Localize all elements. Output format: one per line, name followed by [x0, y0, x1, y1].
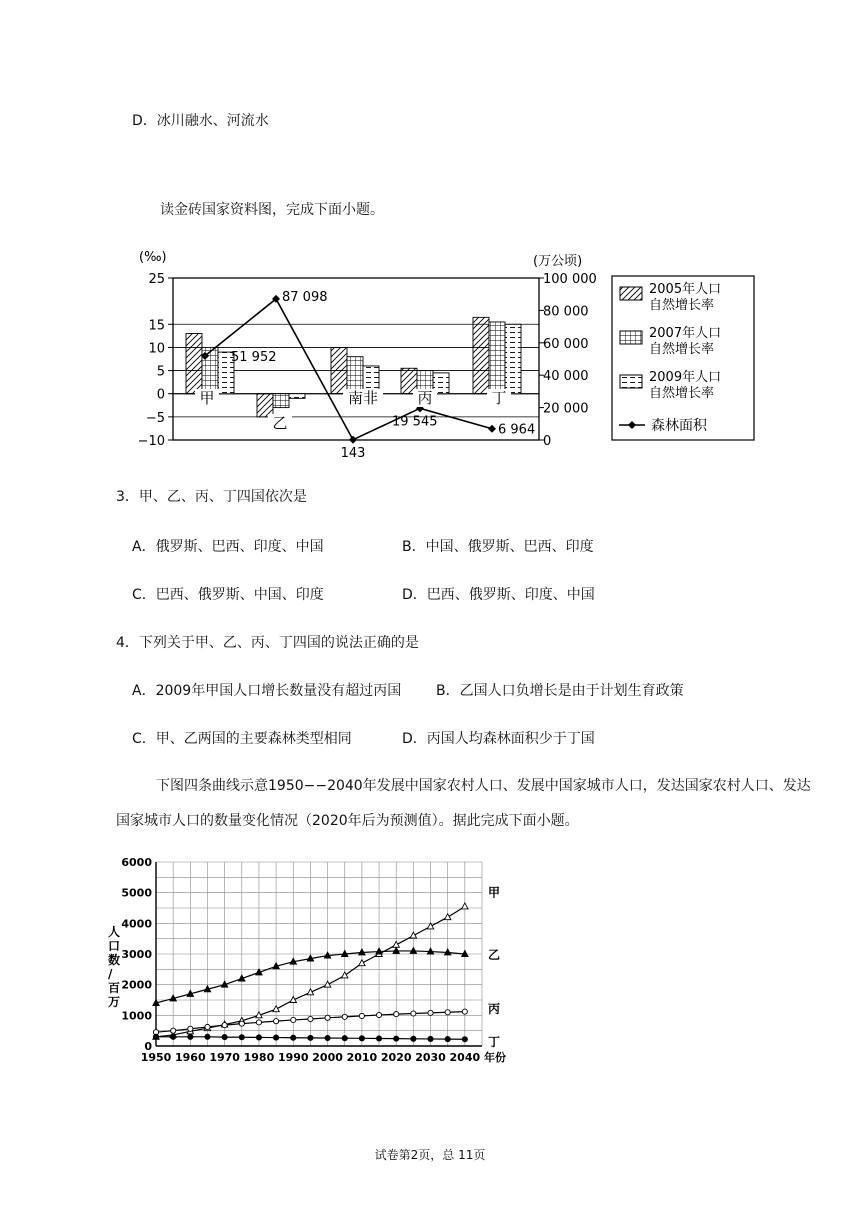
series-point-3	[222, 1023, 227, 1028]
right-tick-label: 60 000	[543, 336, 589, 352]
series-point-4	[394, 1036, 399, 1041]
q3-option-d[interactable]: D．巴西、俄罗斯、印度、中国	[402, 587, 595, 603]
y-tick-label: 5000	[121, 886, 152, 900]
series-point-1	[462, 903, 468, 909]
y-tick-label: 0	[144, 1040, 152, 1053]
bar-1-2	[257, 394, 273, 417]
left-tick-label: 5	[156, 364, 165, 380]
bar-2-2	[273, 394, 289, 408]
category-label: 丙	[417, 389, 433, 407]
q4-option-d[interactable]: D．丙国人均森林面积少于丁国	[402, 731, 595, 747]
legend-swatch-3	[620, 375, 642, 388]
x-tick-label: 2040	[449, 1051, 481, 1064]
series-point-3	[171, 1028, 176, 1033]
series-point-1	[393, 941, 399, 947]
series-point-3	[239, 1021, 244, 1026]
series-label-3: 丙	[488, 1002, 501, 1017]
y-tick-label: 6000	[121, 856, 152, 869]
legend-label-line2: 自然增长率	[649, 298, 715, 313]
series-point-4	[342, 1036, 347, 1041]
y-tick-label: 4000	[121, 917, 152, 931]
q3-option-a[interactable]: A．俄罗斯、巴西、印度、中国	[132, 539, 324, 555]
left-tick-label: 15	[148, 318, 165, 334]
x-tick-label: 1980	[243, 1051, 275, 1064]
series-point-1	[444, 914, 450, 920]
y-tick-label: 1000	[121, 1009, 152, 1023]
series-point-4	[153, 1034, 158, 1039]
series-point-4	[359, 1036, 364, 1041]
q4-option-a[interactable]: A．2009年甲国人口增长数量没有超过丙国	[132, 683, 402, 699]
right-unit-label: (万公顷)	[533, 254, 583, 269]
series-point-3	[291, 1017, 296, 1022]
series-point-3	[428, 1010, 433, 1015]
series-point-3	[359, 1013, 364, 1018]
legend-label-line1: 2007年人口	[649, 326, 722, 341]
series-point-1	[359, 960, 365, 966]
right-tick-label: 100 000	[543, 272, 597, 287]
chart1-intro: 读金砖国家资料图，完成下面小题。	[160, 202, 384, 218]
series-point-4	[445, 1037, 450, 1042]
series-point-4	[274, 1035, 279, 1040]
category-label: 甲	[199, 389, 215, 407]
q3-stem: 3．甲、乙、丙、丁四国依次是	[116, 489, 307, 505]
series-point-4	[462, 1037, 467, 1042]
bar-1-1	[186, 334, 202, 394]
series-point-1	[342, 972, 348, 978]
category-label: 乙	[272, 414, 288, 432]
series-point-4	[188, 1034, 193, 1039]
series-point-3	[394, 1012, 399, 1017]
right-tick-label: 80 000	[543, 304, 589, 320]
x-tick-label: 2010	[346, 1051, 378, 1064]
page-footer: 试卷第2页，总 11页	[374, 1148, 486, 1162]
category-label: 丁	[491, 389, 507, 407]
x-tick-label: 1950	[140, 1051, 172, 1064]
series-point-1	[410, 932, 416, 938]
left-tick-label: 25	[148, 272, 165, 287]
series-point-3	[411, 1011, 416, 1016]
series-point-4	[171, 1034, 176, 1039]
y-axis-title-char: 百	[108, 981, 121, 995]
x-axis-title: 年份	[484, 1051, 506, 1064]
series-point-3	[445, 1010, 450, 1015]
forest-value-label: 87 098	[282, 289, 328, 305]
x-tick-label: 1970	[209, 1051, 240, 1064]
series-label-4: 丁	[488, 1034, 501, 1049]
x-tick-label: 1990	[277, 1051, 309, 1064]
right-tick-label: 0	[543, 434, 552, 449]
forest-value-label: 51 952	[231, 349, 277, 365]
legend-forest-label: 森林面积	[651, 418, 707, 434]
y-axis-title-char: 人	[108, 925, 121, 939]
series-point-3	[256, 1020, 261, 1025]
legend-label-line1: 2009年人口	[649, 370, 722, 385]
series-point-3	[376, 1012, 381, 1017]
q3-option-b[interactable]: B．中国、俄罗斯、巴西、印度	[402, 539, 594, 555]
right-tick-label: 40 000	[543, 369, 589, 385]
x-tick-label: 2020	[380, 1051, 412, 1064]
q3-option-c[interactable]: C．巴西、俄罗斯、中国、印度	[132, 587, 324, 603]
bar-1-3	[331, 347, 347, 393]
series-point-4	[239, 1035, 244, 1040]
y-axis-title-char: 万	[108, 995, 121, 1009]
population-chart	[100, 850, 520, 1072]
right-tick-label: 20 000	[543, 401, 589, 417]
series-point-4	[428, 1036, 433, 1041]
y-axis-title-char: 数	[108, 953, 121, 967]
series-point-3	[274, 1019, 279, 1024]
bar-3-2	[289, 394, 305, 399]
series-label-1: 甲	[488, 885, 501, 900]
left-tick-label: −5	[145, 410, 165, 426]
series-point-4	[222, 1035, 227, 1040]
q4-option-c[interactable]: C．甲、乙两国的主要森林类型相同	[132, 731, 352, 747]
x-tick-label: 2030	[415, 1051, 446, 1064]
legend-swatch-1	[620, 287, 642, 300]
forest-value-label: 143	[340, 445, 366, 460]
x-tick-label: 2000	[312, 1051, 343, 1064]
bar-2-5	[489, 322, 505, 394]
forest-value-label: 19 545	[392, 414, 438, 430]
series-point-3	[342, 1014, 347, 1019]
forest-value-label: 6 964	[498, 422, 536, 438]
series-point-1	[324, 981, 330, 987]
legend-swatch-2	[620, 331, 642, 344]
q4-option-b[interactable]: B．乙国人口负增长是由于计划生育政策	[436, 683, 684, 699]
forest-point	[349, 436, 357, 444]
previous-option-d: D．冰川融水、河流水	[132, 113, 269, 129]
x-tick-label: 1960	[175, 1051, 206, 1064]
series-point-3	[308, 1016, 313, 1021]
series-point-4	[325, 1035, 330, 1040]
forest-point	[488, 425, 496, 433]
bar-1-5	[473, 317, 489, 393]
bar-3-5	[505, 324, 521, 393]
left-unit-label: (‰)	[139, 250, 167, 265]
series-point-3	[462, 1009, 467, 1014]
series-point-4	[308, 1035, 313, 1040]
series-point-4	[376, 1036, 381, 1041]
series-point-4	[411, 1036, 416, 1041]
series-point-1	[273, 1006, 279, 1012]
left-tick-label: −10	[137, 434, 165, 449]
y-tick-label: 3000	[121, 948, 152, 961]
series-point-1	[427, 923, 433, 929]
legend-label-line1: 2005年人口	[649, 282, 722, 297]
series-point-4	[291, 1035, 296, 1040]
series-point-3	[188, 1026, 193, 1031]
brics-chart	[125, 245, 765, 460]
y-axis-title-char: /	[108, 967, 113, 981]
y-tick-label: 2000	[121, 978, 152, 992]
legend-label-line2: 自然增长率	[649, 386, 715, 401]
chart2-intro: 下图四条曲线示意1950−−2040年发展中国家农村人口、发展中国家城市人口，发达国家农村人口、发达国家城市人口的数量变化情况（2020年后为预测值）。据此完成下面小题。	[116, 778, 811, 829]
category-label: 南非	[347, 389, 379, 407]
left-tick-label: 0	[156, 387, 165, 403]
series-point-3	[205, 1024, 210, 1029]
legend-label-line2: 自然增长率	[649, 342, 715, 357]
series-label-2: 乙	[488, 948, 501, 962]
series-point-3	[325, 1015, 330, 1020]
series-point-4	[256, 1035, 261, 1040]
left-tick-label: 10	[148, 341, 165, 357]
series-point-4	[205, 1034, 210, 1039]
q4-stem: 4．下列关于甲、乙、丙、丁四国的说法正确的是	[116, 635, 419, 651]
y-axis-title-char: 口	[108, 939, 121, 953]
